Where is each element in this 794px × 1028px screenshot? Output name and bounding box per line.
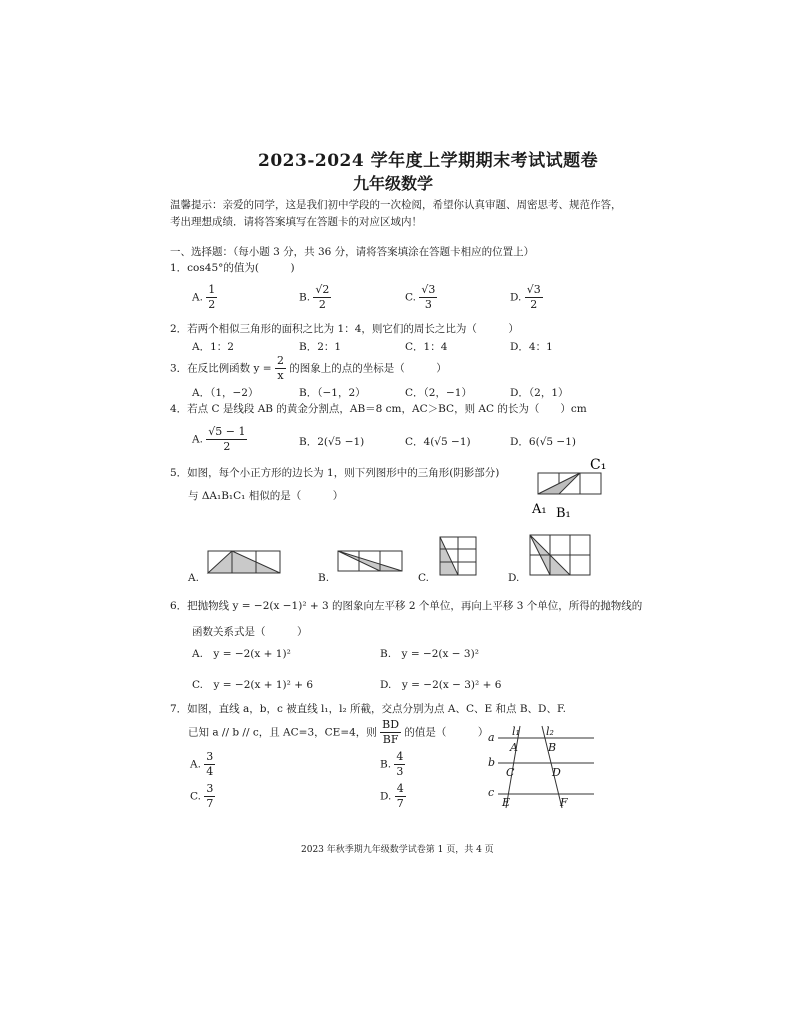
q7-parallel-lines-figure [486, 724, 598, 810]
q2-option-d: D．4：1 [510, 341, 553, 353]
q3-stem [170, 354, 447, 383]
q7-frac-den: BF [382, 732, 399, 746]
q6-stem-line-2: 函数关系式是（ ） [192, 626, 308, 638]
q4-stem: 4．若点 C 是线段 AB 的黄金分割点，AB＝8 cm，AC＞BC，则 AC 的长为（ ）cm [170, 403, 587, 415]
q7-label-l1: l₁ [512, 725, 520, 738]
q2-option-a: A．1：2 [192, 341, 234, 353]
q6-stem-line-1: 6．把抛物线 y = −2(x −1)² + 3 的图象向左平移 2 个单位，再向上平移 3 个单位，所得的抛物线的 [170, 600, 643, 612]
q1-c-den: 3 [424, 297, 432, 311]
q7-label-l2: l₂ [546, 725, 554, 738]
q7-b-num: 4 [396, 750, 404, 763]
q6-option-d: D. y = −2(x − 3)² + 6 [380, 679, 502, 691]
q1-a-num: 1 [208, 283, 216, 296]
q1-option-b [299, 283, 331, 312]
q7-c-den: 7 [206, 796, 214, 810]
q6-option-a: A. y = −2(x + 1)² [192, 648, 291, 660]
q7-a-label: A. [190, 758, 201, 771]
q3-option-d: D．（2，1） [510, 387, 569, 399]
q7-d-label: D. [380, 790, 392, 803]
q1-option-d [510, 283, 543, 312]
q1-stem: 1．cos45°的值为( ) [170, 262, 295, 274]
q7-option-d [380, 782, 406, 811]
q4-a-num: √5 − 1 [208, 425, 246, 438]
page-title: 2023-2024 学年度上学期期末考试试题卷 [258, 151, 599, 171]
q7-b-label: B. [380, 758, 392, 771]
q7-option-c [190, 782, 215, 811]
q4-option-d: D．6(√5 −1) [510, 436, 576, 448]
q1-a-label: A. [192, 291, 203, 304]
q5-reference-figure [532, 455, 622, 525]
q3-option-c: C．（2，−1） [405, 387, 472, 399]
q7-d-den: 7 [396, 796, 404, 810]
q5-label-c1: C₁ [590, 457, 607, 473]
q1-c-label: C. [405, 291, 416, 304]
q7-b-den: 3 [396, 764, 404, 778]
q7-option-b [380, 750, 405, 779]
q5-label-a1: A₁ [532, 502, 547, 517]
q5-stem-line-1: 5．如图，每个小正方形的边长为 1，则下列图形中的三角形(阴影部分) [170, 467, 500, 479]
q7-c-label: C. [190, 790, 201, 803]
section-heading: 一、选择题：（每小题 3 分，共 36 分，请将答案填涂在答题卡相应的位置上） [170, 246, 535, 258]
notice-line-1: 温馨提示：亲爱的同学，这是我们初中学段的一次检阅，希望你认真审题、周密思考、规范作答， [170, 199, 622, 211]
q7-label-E: E [502, 796, 511, 809]
q7-a-den: 4 [206, 764, 214, 778]
q1-b-den: 2 [318, 297, 326, 311]
q7-stem-post: 的值是（ ） [404, 726, 489, 739]
q2-stem: 2．若两个相似三角形的面积之比为 1：4，则它们的周长之比为（ ） [170, 323, 519, 335]
q5-option-c-label: C. [418, 572, 429, 584]
q4-a-label: A. [192, 433, 203, 446]
q4-a-den: 2 [223, 439, 231, 453]
q4-option-b: B．2(√5 −1) [299, 436, 365, 448]
q1-d-num: √3 [526, 283, 541, 296]
q7-stem-line-2 [188, 718, 488, 747]
q3-frac-num: 2 [276, 354, 284, 367]
q7-b-fraction [394, 750, 405, 779]
q5-option-a-label: A. [188, 572, 199, 584]
q7-d-fraction [395, 782, 406, 811]
q3-stem-pre: 3．在反比例函数 y = [170, 362, 272, 375]
q3-fraction [275, 354, 286, 383]
q1-option-a [192, 283, 217, 312]
q7-label-A: A [510, 741, 518, 754]
q1-b-fraction [313, 283, 331, 312]
q7-frac-num: BD [382, 718, 400, 731]
q1-a-den: 2 [208, 297, 216, 311]
q5-option-a-figure [206, 549, 282, 577]
q7-option-a [190, 750, 215, 779]
q1-option-c [405, 283, 437, 312]
q1-c-num: √3 [421, 283, 436, 296]
q7-a-fraction [204, 750, 215, 779]
q3-option-a: A．（1，−2） [192, 387, 259, 399]
q1-c-fraction [419, 283, 437, 312]
q7-label-F: F [560, 796, 568, 809]
q7-fraction [380, 718, 401, 747]
q5-option-b-label: B. [318, 572, 330, 584]
page-footer: 2023 年秋季期九年级数学试卷第 1 页，共 4 页 [301, 845, 494, 855]
q7-label-c: c [488, 786, 495, 799]
q5-option-d-figure [526, 533, 594, 579]
q7-label-C: C [506, 766, 515, 779]
q5-stem-line-2: 与 ΔA₁B₁C₁ 相似的是（ ） [188, 490, 344, 502]
q7-label-B: B [548, 741, 557, 754]
q1-a-fraction [206, 283, 217, 312]
q7-label-b: b [488, 756, 496, 769]
q5-option-d-label: D. [508, 572, 520, 584]
q7-label-D: D [552, 766, 561, 779]
q3-option-b: B．（−1，2） [299, 387, 366, 399]
q6-option-c: C. y = −2(x + 1)² + 6 [192, 679, 314, 691]
q3-frac-den: x [277, 368, 284, 382]
q1-d-den: 2 [530, 297, 538, 311]
q1-b-label: B. [299, 291, 311, 304]
q7-label-a: a [488, 731, 495, 744]
q7-stem-pre: 已知 a // b // c，且 AC=3，CE=4，则 [188, 726, 377, 739]
notice-line-2: 考出理想成绩．请将答案填写在答题卡的对应区域内！ [170, 216, 422, 228]
q5-option-c-figure [434, 535, 480, 579]
q4-a-fraction [206, 425, 247, 454]
q7-c-fraction [204, 782, 215, 811]
q1-d-fraction [525, 283, 543, 312]
q2-option-b: B．2：1 [299, 341, 342, 353]
q4-option-c: C．4(√5 −1) [405, 436, 471, 448]
q7-d-num: 4 [396, 782, 404, 795]
q3-stem-post: 的图象上的点的坐标是（ ） [289, 362, 447, 375]
q7-a-num: 3 [206, 750, 214, 763]
q1-d-label: D. [510, 291, 522, 304]
q5-option-b-figure [336, 549, 404, 575]
q4-option-a [192, 425, 247, 454]
q7-stem-line-1: 7．如图，直线 a，b，c 被直线 l₁，l₂ 所截，交点分别为点 A、C、E 和点 B、D、F. [170, 703, 566, 715]
q5-label-b1: B₁ [556, 506, 571, 521]
page-subtitle: 九年级数学 [353, 174, 434, 193]
q6-option-b: B. y = −2(x − 3)² [380, 648, 479, 660]
q1-b-num: √2 [315, 283, 330, 296]
q7-c-num: 3 [206, 782, 214, 795]
q2-option-c: C．1：4 [405, 341, 448, 353]
